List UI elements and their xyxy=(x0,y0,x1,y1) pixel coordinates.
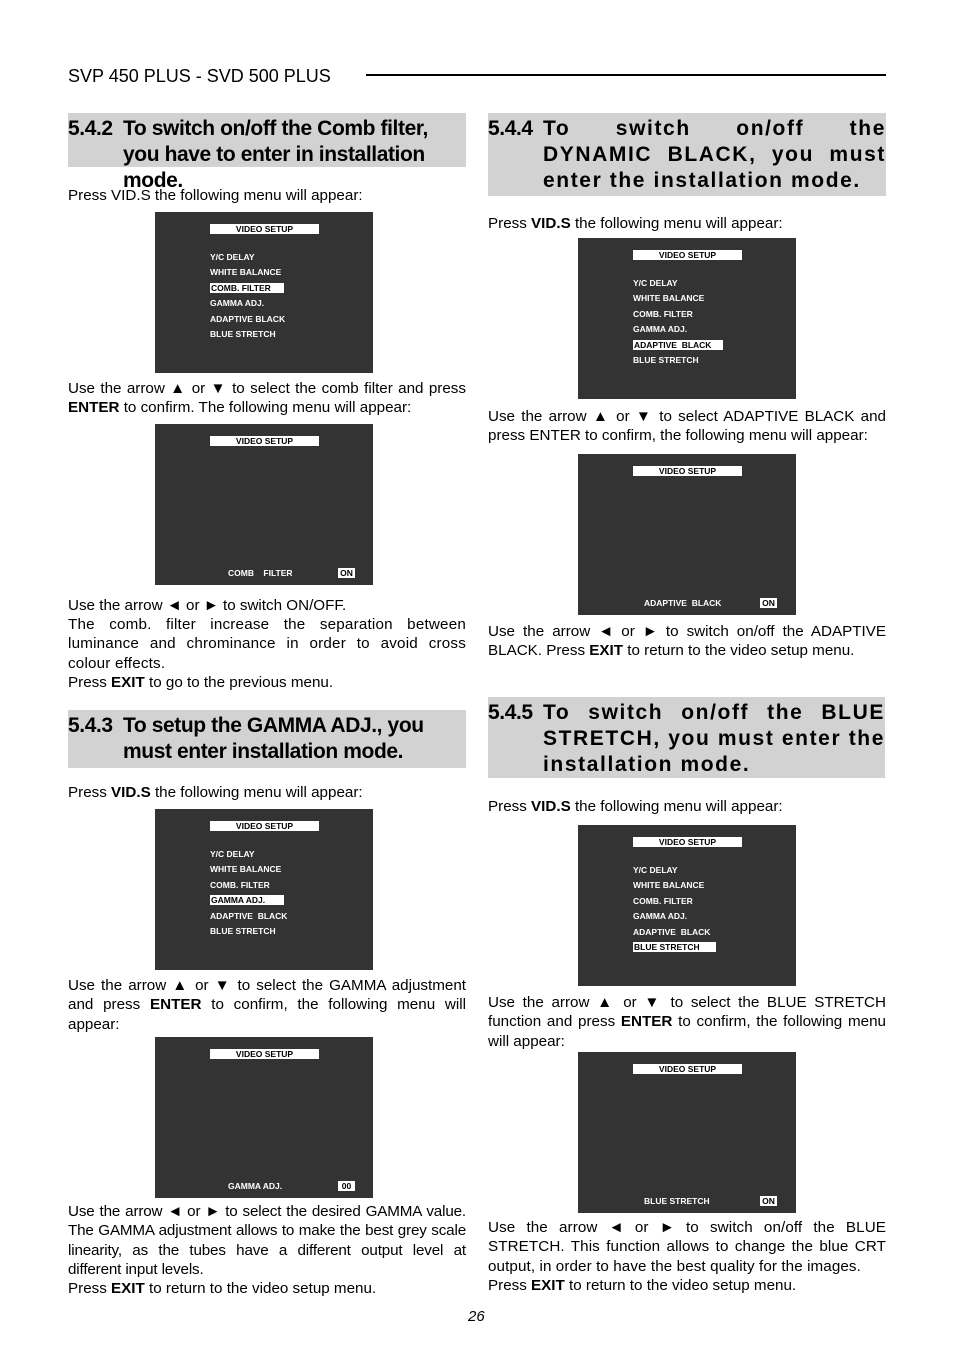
osd-value-screen xyxy=(155,1037,373,1198)
osd-value-screen xyxy=(578,1052,796,1213)
osd-item: Y/C DELAY xyxy=(210,849,255,859)
osd-item: GAMMA ADJ. xyxy=(210,298,265,309)
osd-setting-label: GAMMA ADJ. xyxy=(228,1181,283,1191)
section-title: To switch on/off the DYNAMIC BLACK, you must enter the installation mode. xyxy=(543,117,886,192)
osd-item: Y/C DELAY xyxy=(633,278,678,288)
osd-setting-label: BLUE STRETCH xyxy=(644,1196,710,1206)
osd-setting-label: ADAPTIVE BLACK xyxy=(644,598,722,608)
section-number: 5.4.2 xyxy=(68,117,113,140)
osd-item: GAMMA ADJ. xyxy=(633,324,688,335)
section-number: 5.4.5 xyxy=(488,701,533,724)
osd-item: ADAPTIVE BLACK xyxy=(210,910,288,921)
section-number: 5.4.3 xyxy=(68,714,113,737)
osd-menu-screen xyxy=(155,809,373,970)
osd-setting-label: COMB FILTER xyxy=(228,568,293,578)
paragraph: Press VID.S the following menu will appear: xyxy=(488,215,783,232)
osd-setting-value: ON xyxy=(338,568,355,578)
paragraph: Use the arrow ▲ or ▼ to select the BLUE STRETCH function and press ENTER to confirm, the following menu will appear: xyxy=(488,994,886,1050)
osd-item: WHITE BALANCE xyxy=(210,267,282,278)
osd-item-selected: COMB. FILTER xyxy=(210,282,285,297)
section-title: To setup the GAMMA ADJ., you must enter installation mode. xyxy=(123,714,424,763)
osd-value-screen xyxy=(155,424,373,585)
osd-title: VIDEO SETUP xyxy=(210,224,319,234)
paragraph: Use the arrow ▲ or ▼ to select ADAPTIVE BLACK and press ENTER to confirm, the following menu will appear: xyxy=(488,408,886,445)
osd-item: BLUE STRETCH xyxy=(633,354,699,365)
paragraph: Use the arrow ◄ or ► to switch on/off the ADAPTIVE BLACK. Press EXIT to return to the video setup menu. xyxy=(488,623,886,660)
osd-title: VIDEO SETUP xyxy=(633,837,742,847)
osd-item: WHITE BALANCE xyxy=(633,880,705,891)
osd-item: ADAPTIVE BLACK xyxy=(633,926,711,937)
osd-item: Y/C DELAY xyxy=(633,865,678,875)
osd-item: ADAPTIVE BLACK xyxy=(210,313,286,324)
section-heading-5-4-5 xyxy=(488,697,885,778)
paragraph: Use the arrow ▲ or ▼ to select the comb filter and press ENTER to confirm. The following menu will appear: xyxy=(68,380,466,417)
osd-title: VIDEO SETUP xyxy=(210,821,319,831)
osd-menu-screen xyxy=(578,238,796,399)
osd-item-selected: BLUE STRETCH xyxy=(633,941,716,956)
osd-title: VIDEO SETUP xyxy=(210,436,319,446)
osd-item: Y/C DELAY xyxy=(210,252,255,262)
paragraph: Use the arrow ◄ or ► to switch ON/OFF. xyxy=(68,597,347,614)
osd-item: WHITE BALANCE xyxy=(633,293,705,304)
osd-title: VIDEO SETUP xyxy=(633,466,742,476)
section-heading-5-4-4 xyxy=(488,113,886,196)
osd-item-list xyxy=(633,277,723,369)
osd-item: COMB. FILTER xyxy=(633,308,693,319)
section-heading-5-4-3 xyxy=(68,710,466,768)
section-heading-5-4-2 xyxy=(68,113,466,192)
osd-item: COMB. FILTER xyxy=(210,879,270,890)
osd-title: VIDEO SETUP xyxy=(633,1064,742,1074)
osd-item: BLUE STRETCH xyxy=(210,328,276,339)
osd-setting-value: ON xyxy=(760,1196,777,1206)
osd-item: WHITE BALANCE xyxy=(210,864,282,875)
header-rule xyxy=(366,74,886,76)
paragraph: Press VID.S the following menu will appear: xyxy=(68,187,363,204)
osd-menu-screen xyxy=(155,212,373,373)
paragraph: Use the arrow ▲ or ▼ to select the GAMMA adjustment and press ENTER to confirm, the following menu will appear: xyxy=(68,977,466,1033)
osd-item-list xyxy=(633,864,716,956)
osd-item: GAMMA ADJ. xyxy=(633,911,688,922)
paragraph: Use the arrow ◄ or ► to select the desired GAMMA value. The GAMMA adjustment allows to make the best grey scale linearity, as the tubes have a different output level at different input levels. xyxy=(68,1203,466,1279)
paragraph: Press VID.S the following menu will appear: xyxy=(488,798,783,815)
osd-value-screen xyxy=(578,454,796,615)
paragraph: Press VID.S the following menu will appear: xyxy=(68,784,363,801)
osd-setting-value: ON xyxy=(760,598,777,608)
section-number: 5.4.4 xyxy=(488,117,533,140)
osd-item-selected: GAMMA ADJ. xyxy=(210,894,287,909)
osd-setting-value: 00 xyxy=(338,1181,355,1191)
osd-item: COMB. FILTER xyxy=(633,895,693,906)
paragraph: Press EXIT to return to the video setup menu. xyxy=(68,1280,377,1297)
section-title: To switch on/off the Comb filter, you have to enter in installation mode. xyxy=(123,117,428,192)
section-title: To switch on/off the BLUE STRETCH, you must enter the installation mode. xyxy=(543,701,885,776)
osd-title: VIDEO SETUP xyxy=(210,1049,319,1059)
osd-item-selected: ADAPTIVE BLACK xyxy=(633,339,723,354)
document-header: SVP 450 PLUS - SVD 500 PLUS xyxy=(68,66,331,86)
osd-title: VIDEO SETUP xyxy=(633,250,742,260)
paragraph: Use the arrow ◄ or ► to switch on/off the BLUE STRETCH. This function allows to change the blue CRT output, in order to have the best quality for the images. xyxy=(488,1219,886,1275)
osd-item-list xyxy=(210,251,285,343)
paragraph: Press EXIT to return to the video setup menu. xyxy=(488,1277,797,1294)
paragraph: Press EXIT to go to the previous menu. xyxy=(68,674,334,691)
osd-item-list xyxy=(210,848,287,940)
osd-item: BLUE STRETCH xyxy=(210,925,276,936)
page-number: 26 xyxy=(468,1308,485,1325)
osd-menu-screen xyxy=(578,825,796,986)
paragraph: The comb. filter increase the separation between luminance and chrominance in order to avoid cross colour effects. xyxy=(68,616,466,672)
